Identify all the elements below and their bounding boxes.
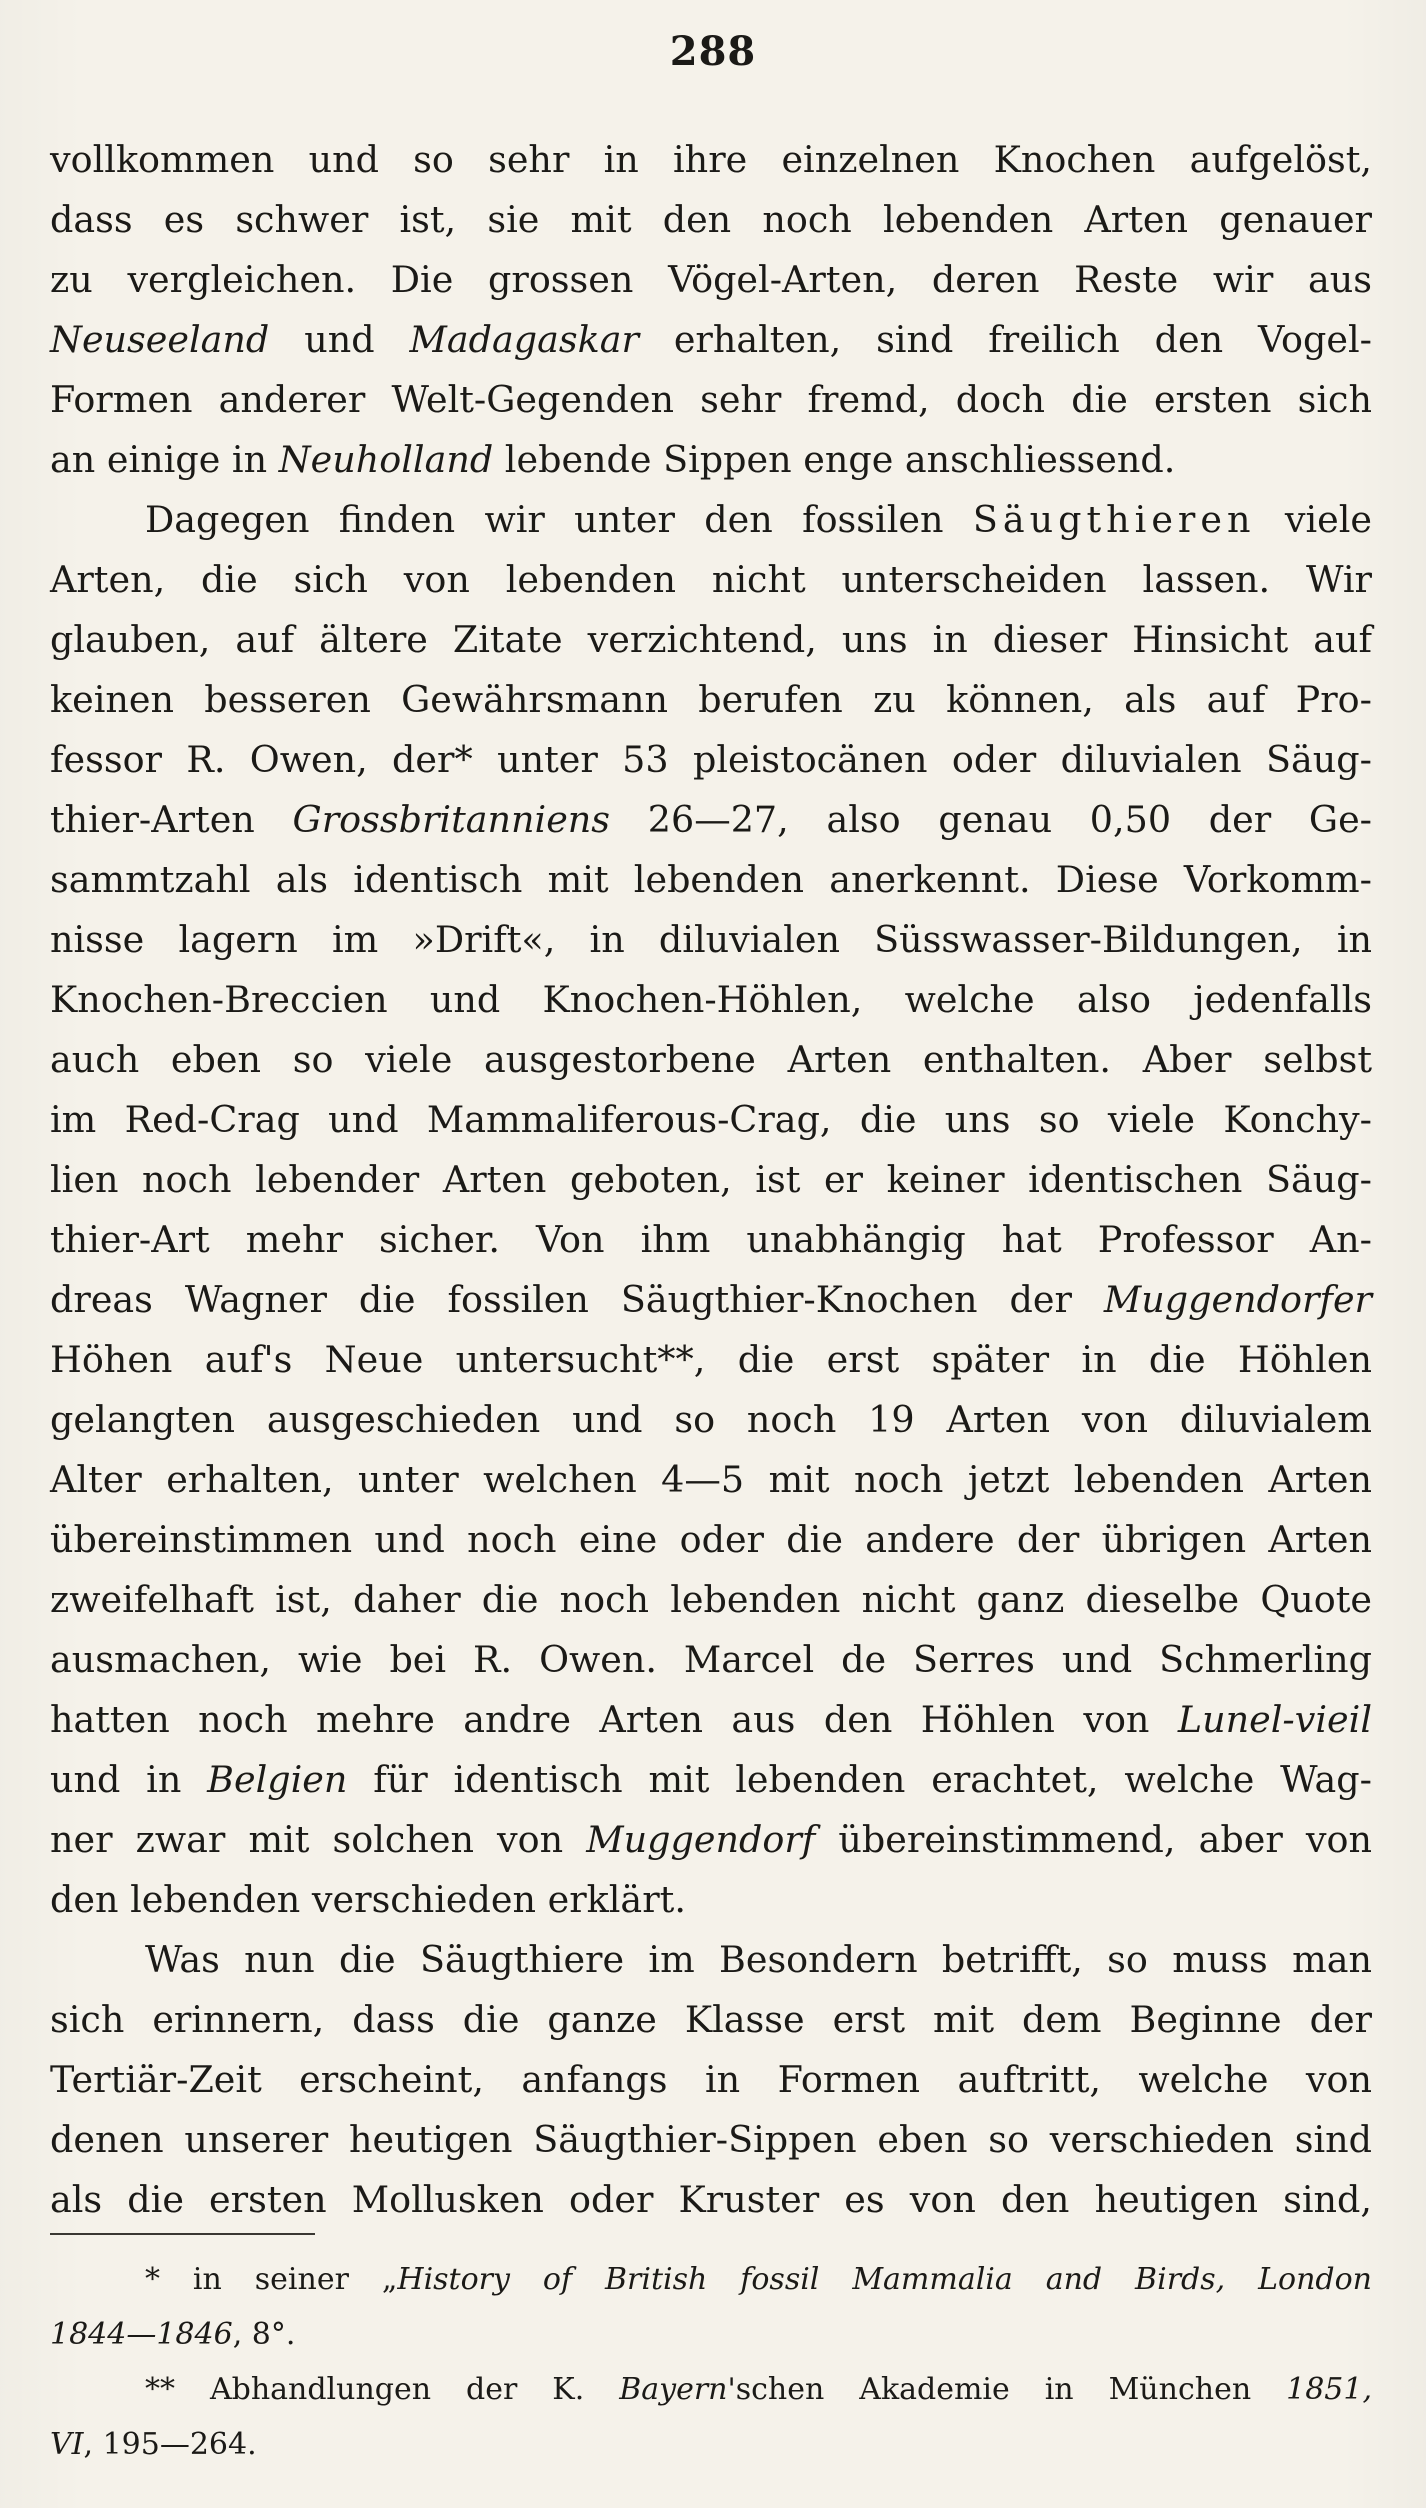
text-line: keinen besseren Gewährsmann berufen zu können, als auf Pro-: [50, 678, 1372, 721]
place-name: Madagaskar: [409, 318, 639, 361]
text-line: als die ersten Mollusken oder Kruster es von den heutigen sind,: [50, 2178, 1372, 2221]
text-line: Alter erhalten, unter welchen 4—5 mit noch jetzt lebenden Arten: [50, 1458, 1372, 1501]
text-line: fessor R. Owen, der* unter 53 pleistocänen oder diluvialen Säug-: [50, 738, 1372, 781]
text-line: zweifelhaft ist, daher die noch lebenden nicht ganz dieselbe Quote: [50, 1578, 1372, 1621]
page-number: 288: [669, 28, 757, 75]
place-name: Neuseeland: [50, 318, 270, 361]
footnote-line: 1844—1846, 8°.: [50, 2317, 296, 2352]
footnote-line: VI, 195—264.: [50, 2427, 257, 2462]
text-line: Formen anderer Welt-Gegenden sehr fremd, doch die ersten sich: [50, 378, 1372, 421]
text-line: vollkommen und so sehr in ihre einzelnen Knochen aufgelöst,: [50, 138, 1372, 181]
text-line: denen unserer heutigen Säugthier-Sippen eben so verschieden sind: [50, 2118, 1372, 2161]
place-name: Grossbritanniens: [292, 798, 611, 841]
text-line: auch eben so viele ausgestorbene Arten enthalten. Aber selbst: [50, 1038, 1372, 1081]
text-line: sammtzahl als identisch mit lebenden anerkennt. Diese Vorkomm-: [50, 858, 1372, 901]
text-line: thier-Arten Grossbritanniens 26—27, also genau 0,50 der Ge-: [50, 798, 1373, 841]
text-line: ner zwar mit solchen von Muggendorf übereinstimmend, aber von: [50, 1818, 1372, 1861]
text-line: Was nun die Säugthiere im Besondern betrifft, so muss man: [145, 1938, 1372, 1981]
place-name: Muggendorf: [586, 1818, 816, 1861]
text-line: dreas Wagner die fossilen Säugthier-Knochen der Muggendorfer: [50, 1278, 1372, 1321]
text-line: Arten, die sich von lebenden nicht unterscheiden lassen. Wir: [50, 558, 1372, 601]
book-title: History of British fossil Mammalia and Birds, London: [397, 2262, 1372, 2297]
text-line: an einige in Neuholland lebende Sippen enge anschliessend.: [50, 438, 1176, 481]
place-name: Neuholland: [278, 438, 494, 481]
text-line: Dagegen finden wir unter den fossilen Säugthieren viele: [145, 498, 1372, 541]
footnote-year: 1851,: [1286, 2372, 1372, 2407]
text-line: gelangten ausgeschieden und so noch 19 Arten von diluvialem: [50, 1398, 1372, 1441]
text-line: thier-Art mehr sicher. Von ihm unabhängig hat Professor An-: [50, 1218, 1372, 1261]
footnote-year: 1844—1846: [50, 2317, 233, 2352]
text-line: sich erinnern, dass die ganze Klasse erst mit dem Beginne der: [50, 1998, 1372, 2041]
place-name: Muggendorfer: [1103, 1278, 1372, 1321]
footnote-divider: [50, 2233, 315, 2235]
place-name: Lunel-vieil: [1177, 1698, 1372, 1741]
footnote-line: ** Abhandlungen der K. Bayern'schen Akademie in München 1851,: [145, 2372, 1372, 2407]
text-line: Tertiär-Zeit erscheint, anfangs in Formen auftritt, welche von: [50, 2058, 1372, 2101]
text-line: hatten noch mehre andre Arten aus den Höhlen von Lunel-vieil: [50, 1698, 1372, 1741]
place-name: Bayern: [619, 2372, 728, 2407]
text-line: übereinstimmen und noch eine oder die andere der übrigen Arten: [50, 1518, 1372, 1561]
text-line: Knochen-Breccien und Knochen-Höhlen, welche also jedenfalls: [50, 978, 1372, 1021]
text-line: nisse lagern im »Drift«, in diluvialen Süsswasser-Bildungen, in: [50, 918, 1372, 961]
text-line: Neuseeland und Madagaskar erhalten, sind freilich den Vogel-: [50, 318, 1372, 361]
text-line: zu vergleichen. Die grossen Vögel-Arten, deren Reste wir aus: [50, 258, 1372, 301]
spaced-word: Säugthieren: [972, 498, 1256, 541]
text-line: lien noch lebender Arten geboten, ist er keiner identischen Säug-: [50, 1158, 1372, 1201]
footnotes: [50, 2252, 1372, 2472]
text-line: dass es schwer ist, sie mit den noch lebenden Arten genauer: [50, 198, 1372, 241]
body-text: [50, 130, 1372, 2230]
text-line: Höhen auf's Neue untersucht**, die erst später in die Höhlen: [50, 1338, 1372, 1381]
text-line: im Red-Crag und Mammaliferous-Crag, die uns so viele Konchy-: [50, 1098, 1372, 1141]
place-name: Belgien: [207, 1758, 348, 1801]
text-line: ausmachen, wie bei R. Owen. Marcel de Serres und Schmerling: [50, 1638, 1372, 1681]
text-line: glauben, auf ältere Zitate verzichtend, uns in dieser Hinsicht auf: [50, 618, 1372, 661]
text-line: den lebenden verschieden erklärt.: [50, 1878, 686, 1921]
volume-number: VI: [50, 2427, 84, 2462]
text-line: und in Belgien für identisch mit lebenden erachtet, welche Wag-: [50, 1758, 1372, 1801]
footnote-line: * in seiner „History of British fossil Mammalia and Birds, London: [145, 2262, 1372, 2297]
